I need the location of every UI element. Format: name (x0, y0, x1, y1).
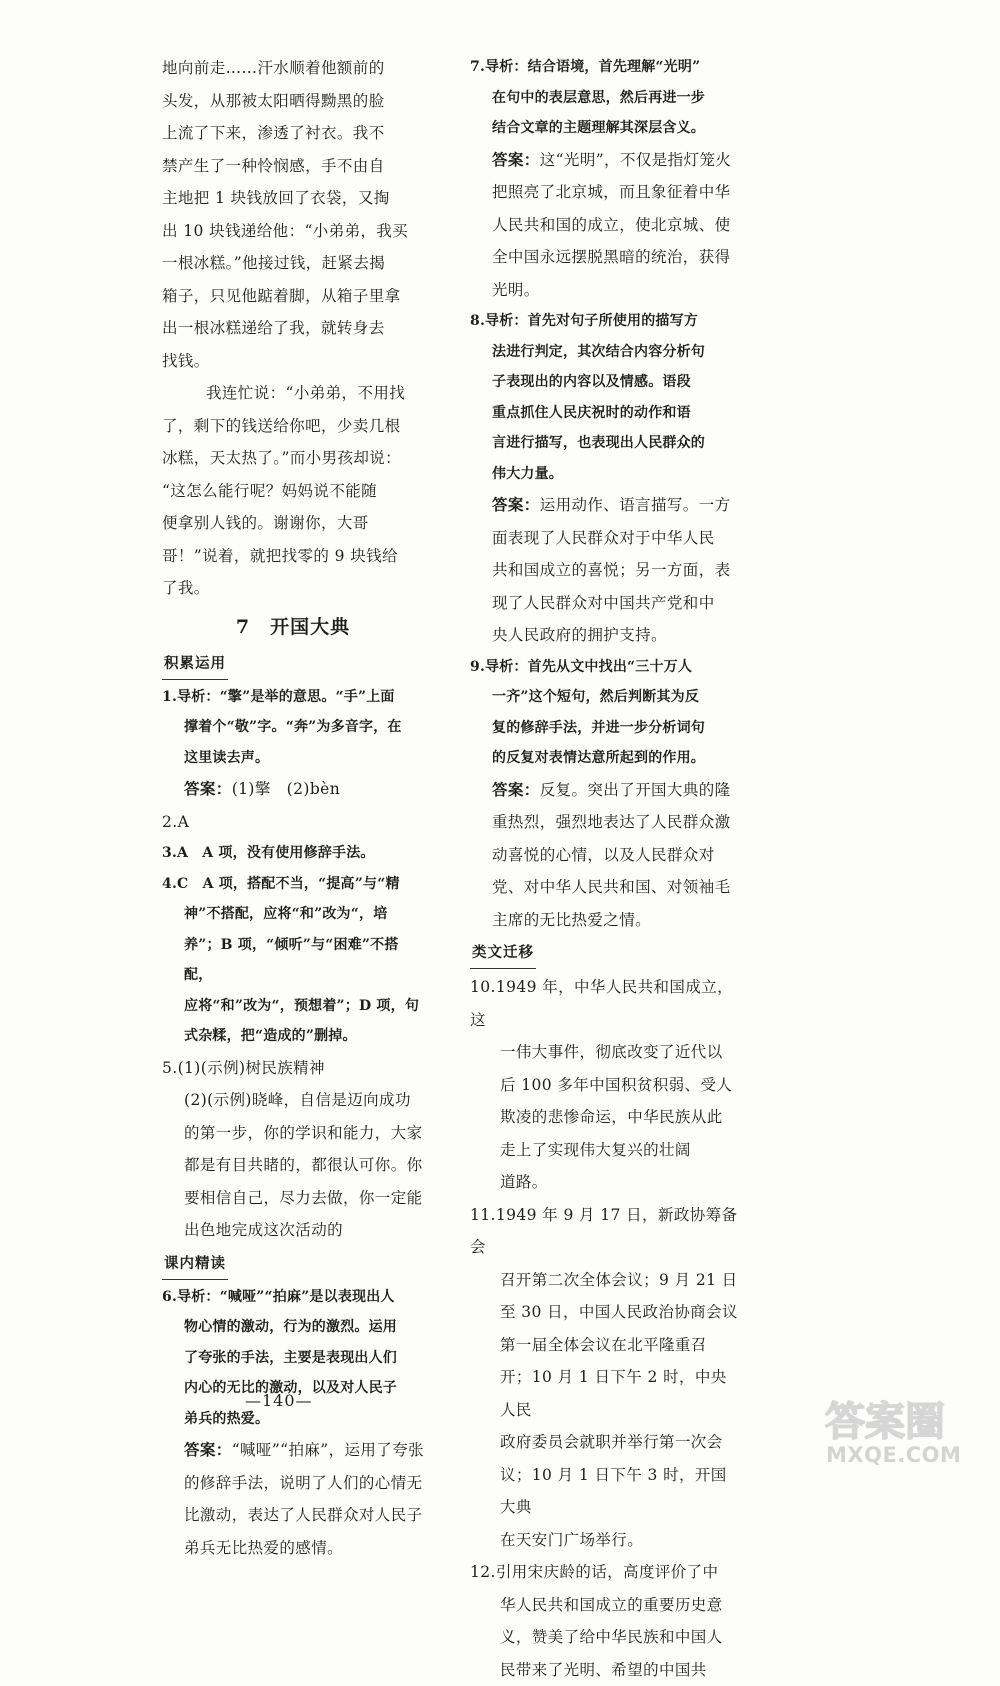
text-line: 召开第二次全体会议；9 月 21 日 (470, 1264, 738, 1297)
text-line: 人民共和国的成立，使北京城、使 (470, 209, 738, 242)
question-number: 3.A (162, 845, 188, 861)
text-line: 把照亮了北京城，而且象征着中华 (470, 176, 738, 209)
text-line: 了，剩下的钱送给你吧，少卖几根 (162, 410, 424, 443)
text-line: 哥！”说着，就把找零的 9 块钱给 (162, 540, 424, 573)
text-line: “喊哑”“拍麻”是以表现出人 (220, 1289, 395, 1305)
text-line: 第一届全体会议在北平隆重召 (470, 1329, 738, 1362)
text-line: 了我。 (162, 572, 424, 605)
text-line: 政府委员会就职并举行第一次会 (470, 1426, 738, 1459)
text-line: 运用动作、语言描写。一方 (540, 496, 731, 514)
text-line: 比激动，表达了人民群众对人民子 (162, 1499, 424, 1532)
text-line: 式杂糅，把“造成的”删掉。 (162, 1021, 424, 1052)
question-3 (162, 838, 424, 869)
text-line: “喊哑”“拍麻”，运用了夸张 (232, 1441, 424, 1459)
text-line: 央人民政府的拥护支持。 (470, 619, 738, 652)
text-line: 主地把 1 块钱放回了衣袋，又掏 (162, 182, 424, 215)
text-line: (2)(示例)晓峰，自信是迈向成功 (162, 1084, 424, 1117)
text-line: 应将“和”改为“，预想着”；D 项，句 (162, 991, 424, 1022)
text-line: “这怎么能行呢？妈妈说不能随 (162, 475, 424, 508)
text-line: “擎”是举的意思。“手”上面 (220, 689, 395, 705)
watermark-site: MXQE.COM (826, 1443, 961, 1467)
text-line: 至 30 日，中国人民政治协商会议 (470, 1296, 738, 1329)
page-number: —140— (245, 1391, 313, 1410)
text-line: 找钱。 (162, 345, 424, 378)
question-2: 2.A (162, 806, 424, 839)
text-line: 11.1949 年 9 月 17 日，新政协筹备会 (470, 1199, 738, 1264)
text-line: 地向前走……汗水顺着他额前的 (162, 52, 424, 85)
text-line: 走上了实现伟大复兴的壮阔 (470, 1134, 738, 1167)
text-line: 弟兵的热爱。 (162, 1404, 424, 1435)
text-line: 道路。 (470, 1166, 738, 1199)
text-line: 欺凌的悲惨命运，中华民族从此 (470, 1101, 738, 1134)
text-line: 党、对中华人民共和国、对领袖毛 (470, 871, 738, 904)
text-line: 禁产生了一种怜悯感，手不由自 (162, 150, 424, 183)
text-line: 出一根冰糕递给了我，就转身去 (162, 312, 424, 345)
text-line: 12.引用宋庆龄的话，高度评价了中 (470, 1556, 738, 1589)
text-line: 民带来了光明、希望的中国共 (470, 1654, 738, 1686)
text-line: 共和国成立的喜悦；另一方面，表 (470, 554, 738, 587)
text-line: 了夸张的手法，主要是表现出人们 (162, 1343, 424, 1374)
question-5 (162, 1052, 424, 1247)
question-1 (162, 682, 424, 806)
question-11 (470, 1199, 738, 1557)
question-9 (470, 652, 738, 937)
text-line: 全中国永远摆脱黑暗的统治，获得 (470, 241, 738, 274)
question-number: 5. (162, 1059, 178, 1077)
analysis-label: 导析： (177, 1289, 220, 1305)
text-line: 动喜悦的心情，以及人民群众对 (470, 839, 738, 872)
text-line: 华人民共和国成立的重要历史意 (470, 1589, 738, 1622)
text-line: 神”不搭配，应将“和”改为“，培 (162, 899, 424, 930)
text-line: 养”；B 项，“倾听”与“困难”不搭配， (162, 930, 424, 991)
text-line: 主席的无比热爱之情。 (470, 904, 738, 937)
text-line: 面表现了人民群众对于中华人民 (470, 522, 738, 555)
text-line: 这“光明”，不仅是指灯笼火 (540, 151, 732, 169)
answer-label: 答案： (184, 1440, 232, 1459)
text-line: 首先对句子所使用的描写方 (528, 313, 698, 329)
section-label-leiwen: 类文迁移 (470, 938, 536, 969)
text-line: (1)(示例)树民族精神 (178, 1059, 325, 1077)
text-line: 头发，从那被太阳晒得黝黑的脸 (162, 85, 424, 118)
text-line: 伟大力量。 (470, 459, 738, 490)
question-number: 8. (470, 313, 485, 329)
text-line: 一伟大事件，彻底改变了近代以 (470, 1036, 738, 1069)
text-line: 这里读去声。 (162, 743, 424, 774)
text-line: 10.1949 年，中华人民共和国成立，这 (470, 971, 738, 1036)
section-label-kenei: 课内精读 (162, 1249, 228, 1280)
text-line: 重点抓住人民庆祝时的动作和语 (470, 398, 738, 429)
text-line: 子表现出的内容以及情感。语段 (470, 367, 738, 398)
section-title: 7 开国大典 (162, 607, 424, 647)
text-line: 上流了下来，渗透了衬衣。我不 (162, 117, 424, 150)
analysis-label: 导析： (485, 59, 528, 75)
text-line: 出色地完成这次活动的 (162, 1214, 424, 1247)
answer-label: 答案： (492, 780, 540, 799)
text-line: A 项，搭配不当，“提高”与“精 (203, 876, 400, 892)
analysis-label: 导析： (485, 659, 528, 675)
text-line: 反复。突出了开国大典的隆 (540, 781, 731, 799)
text-line: 法进行判定，其次结合内容分析句 (470, 337, 738, 368)
question-number: 9. (470, 659, 485, 675)
text-line: 义，赞美了给中华民族和中国人 (470, 1621, 738, 1654)
answer-label: 答案： (184, 779, 232, 798)
question-10 (470, 971, 738, 1199)
text-line: 重热烈，强烈地表达了人民群众激 (470, 806, 738, 839)
text-line: 现了人民群众对中国共产党和中 (470, 587, 738, 620)
question-number: 1. (162, 689, 177, 705)
text-line: 结合语境，首先理解“光明” (528, 59, 701, 75)
right-column (470, 52, 738, 1686)
text-line: A 项，没有使用修辞手法。 (202, 845, 374, 861)
text-line: 议；10 月 1 日下午 3 时，开国大典 (470, 1459, 738, 1524)
text-line: 冰糕，天太热了。”而小男孩却说： (162, 442, 424, 475)
question-number: 6. (162, 1289, 177, 1305)
text-line: 箱子，只见他踮着脚，从箱子里拿 (162, 280, 424, 313)
watermark-logo-text: 答案圈 (825, 1399, 945, 1445)
text-line: 一齐”这个短句，然后判断其为反 (470, 682, 738, 713)
text-line: 开；10 月 1 日下午 2 时，中央人民 (470, 1361, 738, 1426)
question-12 (470, 1556, 738, 1686)
analysis-label: 导析： (177, 689, 220, 705)
text-line: 都是有目共睹的，都很认可你。你 (162, 1149, 424, 1182)
text-line: 出 10 块钱递给他：“小弟弟，我买 (162, 215, 424, 248)
analysis-label: 导析： (485, 313, 528, 329)
text-line: 言进行描写，也表现出人民群众的 (470, 428, 738, 459)
question-8 (470, 306, 738, 652)
question-4 (162, 869, 424, 1052)
question-number: 7. (470, 59, 485, 75)
question-number: 4.C (162, 876, 188, 892)
text-line: 在天安门广场举行。 (470, 1524, 738, 1557)
text-line: 的第一步，你的学识和能力，大家 (162, 1117, 424, 1150)
text-line: 要相信自己，尽力去做，你一定能 (162, 1182, 424, 1215)
text-line: 一根冰糕。”他接过钱，赶紧去揭 (162, 247, 424, 280)
text-line: 在句中的表层意思，然后再进一步 (470, 83, 738, 114)
text-line: 光明。 (470, 274, 738, 307)
text-line: 首先从文中找出“三十万人 (528, 659, 692, 675)
answer-label: 答案： (492, 150, 540, 169)
text-line: 物心情的激动，行为的激烈。运用 (162, 1312, 424, 1343)
text-line: 结合文章的主题理解其深层含义。 (470, 113, 738, 144)
text-line: 复的修辞手法，并进一步分析词句 (470, 713, 738, 744)
question-7 (470, 52, 738, 306)
answer-text: (1)擎 (2)bèn (232, 780, 340, 798)
text-line: 后 100 多年中国积贫积弱、受人 (470, 1069, 738, 1102)
left-column (162, 52, 424, 1564)
text-line: 的反复对表情达意所起到的作用。 (470, 743, 738, 774)
text-line: 弟兵无比热爱的感情。 (162, 1532, 424, 1565)
section-label-jilei: 积累运用 (162, 649, 228, 680)
text-line: 内心的无比的激动，以及对人民子 (162, 1373, 424, 1404)
passage-continuation (162, 52, 424, 605)
text-line: 的修辞手法，说明了人们的心情无 (162, 1467, 424, 1500)
text-line: 撑着个“敬”字。“奔”为多音字，在 (162, 712, 424, 743)
answer-label: 答案： (492, 495, 540, 514)
question-6 (162, 1282, 424, 1565)
text-line: 便拿别人钱的。谢谢你，大哥 (162, 507, 424, 540)
text-line: 我连忙说：“小弟弟，不用找 (162, 377, 424, 410)
